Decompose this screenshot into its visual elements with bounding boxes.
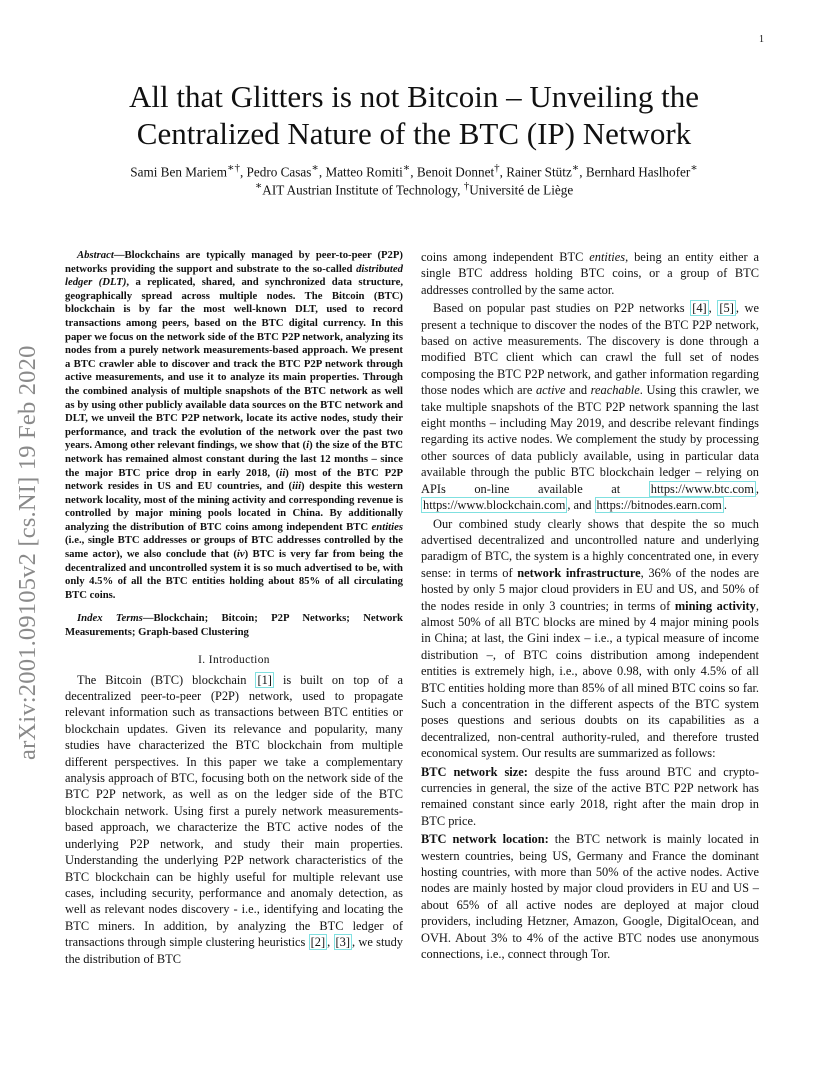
body-text: , and	[567, 498, 595, 513]
section-heading-introduction: I. Introduction	[198, 653, 270, 666]
abstract-text: ) BTC is very far from being the decentralized and uncontrolled system it is so much advertised to be, with only 4.5% of all the BTC entities holding about 85% of all circulating BTC coins.	[65, 548, 403, 601]
body-text: . Using this crawler, we take multiple snapshots of the BTC P2P network spanning the last eight months – including May 2019, and describe relevant findings regarding its active nodes. We complement the study by processing other sources of data publicly available, using in particular data available through the public BTC blockchain ledger – relying on APIs on-line available at	[421, 383, 760, 496]
affiliation-mark: ∗	[690, 162, 698, 174]
summary-item-network-location	[421, 831, 759, 962]
affiliation-name: Université de Liège	[469, 182, 574, 198]
author-name: Bernhard Haslhofer	[585, 164, 691, 180]
url-link[interactable]: https://bitnodes.earn.com	[596, 498, 722, 513]
citation-link[interactable]: [3]	[335, 935, 350, 950]
paper-title	[60, 78, 768, 152]
affiliation-mark: ∗	[571, 162, 580, 174]
intro-paragraph-continued	[421, 249, 759, 298]
url-link[interactable]: https://www.blockchain.com	[423, 498, 566, 513]
roman-numeral: i	[306, 439, 310, 452]
body-text: ,	[327, 935, 334, 950]
citation-link[interactable]: [1]	[257, 672, 272, 687]
arxiv-identifier-stamp: arXiv:2001.09105v2 [cs.NI] 19 Feb 2020	[14, 345, 41, 760]
citation-link[interactable]: [4]	[692, 301, 707, 316]
affiliation-mark: ∗†	[226, 162, 240, 174]
author-name: Benoit Donnet	[416, 164, 495, 180]
url-link[interactable]: https://www.btc.com	[650, 481, 754, 496]
affiliation-mark: ∗	[311, 162, 319, 174]
affiliation-mark: ∗	[254, 180, 263, 192]
summary-label: BTC network size:	[421, 764, 528, 779]
body-text: Our combined study clearly shows that despite the so much advertised decentralized and uncontrolled nature and underlying paradigm of BTC, the system is a highly concentrated one, in every sense: in terms of	[421, 516, 759, 580]
body-emphasis: reachable	[590, 383, 640, 398]
body-emphasis: active	[535, 383, 566, 398]
index-terms-label: Index Terms	[77, 612, 143, 625]
methodology-paragraph	[421, 300, 759, 513]
author-list: Sami Ben Mariem∗†, Pedro Casas∗, Matteo Romiti∗, Benoit Donnet†, Rainer Stütz∗, Bernhard Haslhofer∗	[130, 162, 698, 180]
abstract-text: ) most of the BTC P2P network resides in US and EU countries, and (	[65, 466, 403, 493]
page-number: 1	[759, 34, 764, 45]
index-terms	[65, 612, 403, 639]
body-text: , we present a technique to discover the nodes of the BTC P2P network, based on active measurements. The discovery is done through a modified BTC client which can crawl the full set of nodes composing the BTC P2P network, and gather information regarding those nodes which are	[421, 301, 759, 398]
abstract	[65, 249, 403, 602]
left-column	[65, 249, 403, 967]
body-emphasis: entities	[589, 250, 626, 264]
body-text: .	[723, 498, 727, 513]
roman-numeral: iii	[292, 480, 302, 493]
body-text: , we study the distribution of BTC	[65, 935, 403, 966]
body-text: ,	[755, 481, 759, 496]
author-name: Sami Ben Mariem	[130, 164, 227, 180]
right-column	[421, 249, 759, 962]
abstract-text: ) the size of the BTC network has remained almost constant during the last 12 months – since the major BTC price drop in early 2018, (	[65, 439, 403, 479]
body-text: , almost 50% of all BTC blocks are mined by 4 major mining pools in China; at last, the Gini index – i.e., a typical measure of income distribution –, of BTC coins distribution among independent entities is extremely high, i.e., above 0.98, with only 4.5% of all BTC entities holding more than 85% of all mined BTC coins so far. Such a concentration in the different aspects of the BTC system poses questions and serious doubts on its capabilities as a decentralized, non-central authority-ruled, and therefore trusted economical system. Our results are summarized as follows:	[421, 598, 759, 761]
body-highlight: mining activity	[674, 598, 756, 613]
affiliation-list	[60, 178, 768, 198]
citation-link[interactable]: [5]	[719, 301, 734, 316]
index-terms-text: —Blockchain; Bitcoin; P2P Networks; Network Measurements; Graph-based Clustering	[65, 612, 403, 639]
roman-numeral: iv	[236, 548, 245, 561]
abstract-text: , a replicated, shared, and synchronized data structure, geographically spread across multiple nodes. The Bitcoin (BTC) blockchain is by far the most well-known DLT, used to record transactions among peers, based on the BTC digital currency. In this paper we focus on the network side of the BTC P2P network, analyzing its nodes from a purely network measurements-based approach. We present a BTC crawler able to discover and track the BTC P2P network through active measurements, and use it to analyze its main properties. Through the combined analysis of multiple snapshots of the BTC network as well as by using other publicly available data sources on the BTC network and DLT, we unveil the BTC P2P network, locate its active nodes, study their performance, and track the evolution of the network over the past two years. Among other relevant findings, we show that (	[65, 276, 403, 452]
author-name: Rainer Stütz	[506, 164, 572, 180]
affiliation-mark: †	[494, 162, 500, 174]
abstract-text: ) despite this western network locality, most of the mining activity and corresponding revenue is controlled by major mining pools located in China. By additionally analyzing the distribution of BTC coins among independent BTC	[65, 480, 404, 533]
body-text: the BTC network is mainly located in western countries, being US, Germany and France the dominant hosting countries, with more than 50% of the active nodes. Active nodes are mainly hosted by major cloud providers in EU and US – about 65% of all active nodes are deployed at major cloud providers, including Hetzner, Amazon, Google, DigitalOcean, and OVH. About 3% to 4% of the active BTC nodes use anonymous connections, i.e., connect through Tor.	[421, 832, 759, 962]
abstract-label: Abstract	[77, 249, 114, 261]
abstract-text: —Blockchains are typically managed by peer-to-peer (P2P) networks providing the support and substrate to the so-called	[65, 249, 403, 275]
body-text: is built on top of a decentralized peer-to-peer (P2P) network, used to propagate relevant information such as transactions between BTC entities or blockchain updates. Given its relevance and popularity, many studies have characterized the BTC blockchain from multiple different perspectives. In this paper we take a complementary analysis approach of BTC, focusing both on the network side of the BTC P2P network, as well as on the ledger side of the BTC blockchain network. Using first a purely network measurements-based approach, we characterize the BTC active nodes of the underlying P2P network, and study their main properties. Understanding the underlying P2P network characteristics of the BTC blockchain can be highly useful for multiple relevant use cases, including security, performance and anomaly detection, as well as relevant nodes discovery - i.e., identifying and locating the BTC miners. In addition, by analyzing the BTC ledger of transactions through simple clustering heuristics	[65, 672, 403, 950]
title-line-1: All that Glitters is not Bitcoin – Unveiling the	[128, 79, 699, 114]
title-line-2: Centralized Nature of the BTC (IP) Network	[136, 116, 692, 151]
body-text: and	[565, 383, 591, 398]
author-name: Matteo Romiti	[325, 164, 403, 180]
author-name: Pedro Casas	[246, 164, 312, 180]
citation-link[interactable]: [2]	[310, 935, 326, 950]
summary-label: BTC network location:	[421, 832, 549, 847]
body-text: despite the fuss around BTC and crypto-currencies in general, the size of the active BTC P2P network has remained constant since early 2018, right after the main drop in BTC price.	[421, 764, 759, 828]
findings-paragraph	[421, 516, 759, 762]
body-text: coins among independent BTC	[421, 250, 590, 264]
affiliation-name: AIT Austrian Institute of Technology,	[262, 182, 461, 198]
body-text: Based on popular past studies on P2P networks	[433, 301, 691, 316]
abstract-emphasis: entities	[371, 520, 403, 533]
abstract-text: (i.e., single BTC addresses or groups of BTC addresses controlled by the same actor), we also conclude that (	[65, 534, 403, 561]
body-highlight: network infrastructure	[517, 565, 641, 580]
body-text: , being an entity either a single BTC address holding BTC coins, or a group of BTC addresses controlled by the same actor.	[421, 250, 760, 297]
body-text: The Bitcoin (BTC) blockchain	[77, 672, 256, 687]
affiliation-mark: ∗	[402, 162, 411, 174]
intro-paragraph	[65, 672, 403, 967]
abstract-emphasis: distributed ledger (DLT)	[65, 262, 403, 289]
body-text: , 36% of the nodes are hosted by only 5 major cloud providers in EU and US, and 50% of the nodes reside in only 3 countries; in terms of	[421, 565, 759, 613]
roman-numeral: ii	[279, 466, 286, 479]
summary-item-network-size	[421, 764, 759, 830]
affiliation-mark: †	[463, 180, 470, 192]
body-text: ,	[708, 301, 718, 316]
